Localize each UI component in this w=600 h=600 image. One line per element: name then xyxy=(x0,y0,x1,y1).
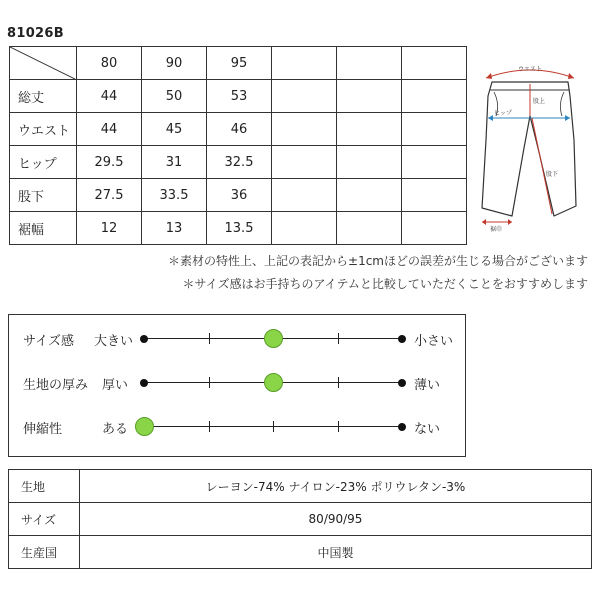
hem-arrow-left xyxy=(482,219,486,225)
scale-endpoint xyxy=(398,379,406,387)
scale-tick xyxy=(209,377,210,388)
size-cell xyxy=(337,146,402,179)
size-column-header: 90 xyxy=(142,47,207,80)
size-cell xyxy=(337,179,402,212)
scale-endpoint xyxy=(140,379,148,387)
scale-tick xyxy=(209,421,210,432)
hem-label: 裾巾 xyxy=(490,226,503,233)
size-row-label: 裾幅 xyxy=(10,212,77,245)
size-header-row xyxy=(10,47,467,80)
spec-row-fabric xyxy=(9,470,592,503)
scale-tick xyxy=(338,421,339,432)
scale-marker xyxy=(135,417,154,436)
size-column-header: 80 xyxy=(77,47,142,80)
size-row-waist xyxy=(10,113,467,146)
size-row-inseam xyxy=(10,179,467,212)
feel-label: 伸縮性 xyxy=(23,422,63,437)
size-cell: 44 xyxy=(77,113,142,146)
feel-left-text: 厚い xyxy=(102,378,129,393)
scale-marker xyxy=(264,373,283,392)
size-cell xyxy=(402,113,467,146)
feel-left-text: 大きい xyxy=(94,334,134,349)
spec-label: サイズ xyxy=(9,503,80,536)
spec-row-size xyxy=(9,503,592,536)
pants-measurement-diagram xyxy=(470,56,592,236)
size-table-corner xyxy=(10,47,77,80)
size-column-header xyxy=(402,47,467,80)
size-cell: 29.5 xyxy=(77,146,142,179)
scale-endpoint xyxy=(398,423,406,431)
scale-marker xyxy=(264,329,283,348)
spec-label: 生地 xyxy=(9,470,80,503)
rise-label: 股上 xyxy=(533,98,546,105)
feel-right-text: ない xyxy=(414,422,441,437)
scale-endpoint xyxy=(398,335,406,343)
size-cell xyxy=(337,212,402,245)
size-cell xyxy=(402,212,467,245)
size-row-label: ヒップ xyxy=(10,146,77,179)
size-row-hem-width xyxy=(10,212,467,245)
feel-row-stretch xyxy=(9,416,465,436)
size-cell xyxy=(337,113,402,146)
size-cell xyxy=(402,80,467,113)
waist-arrow-right xyxy=(568,73,574,79)
size-cell: 12 xyxy=(77,212,142,245)
size-cell: 32.5 xyxy=(207,146,272,179)
diagonal-divider xyxy=(10,47,77,80)
size-column-header xyxy=(272,47,337,80)
size-row-label: ウエスト xyxy=(10,113,77,146)
hem-arrow-right xyxy=(508,219,512,225)
note-measurement-error: ＊素材の特性上、上記の表記から±1cmほどの誤差が生じる場合がございます xyxy=(168,254,588,268)
size-cell xyxy=(402,146,467,179)
scale-tick xyxy=(273,421,274,432)
size-cell: 13 xyxy=(142,212,207,245)
feel-scale-track xyxy=(144,426,402,427)
size-cell xyxy=(272,113,337,146)
note-size-comparison: ＊サイズ感はお手持ちのアイテムと比較していただくことをおすすめします xyxy=(182,277,588,291)
scale-tick xyxy=(338,333,339,344)
feel-scale-track xyxy=(144,382,402,383)
feel-row-thickness xyxy=(9,372,465,392)
pants-outline xyxy=(482,82,576,216)
size-cell: 46 xyxy=(207,113,272,146)
feel-right-text: 小さい xyxy=(414,334,454,349)
size-cell: 44 xyxy=(77,80,142,113)
feel-label: 生地の厚み xyxy=(23,378,89,393)
size-table xyxy=(9,46,467,245)
size-cell: 53 xyxy=(207,80,272,113)
size-cell xyxy=(272,179,337,212)
size-cell: 31 xyxy=(142,146,207,179)
product-code: 81026B xyxy=(7,26,64,41)
spec-value: 中国製 xyxy=(80,536,592,569)
inseam-label: 股下 xyxy=(546,171,559,178)
size-cell xyxy=(272,146,337,179)
feel-right-text: 薄い xyxy=(414,378,441,393)
size-cell xyxy=(272,212,337,245)
size-column-header: 95 xyxy=(207,47,272,80)
feel-scale-panel xyxy=(8,314,466,457)
size-cell: 33.5 xyxy=(142,179,207,212)
size-row-label: 総丈 xyxy=(10,80,77,113)
feel-row-size xyxy=(9,328,465,348)
spec-label: 生産国 xyxy=(9,536,80,569)
size-cell: 36 xyxy=(207,179,272,212)
spec-value: 80/90/95 xyxy=(80,503,592,536)
size-cell: 50 xyxy=(142,80,207,113)
feel-scale-track xyxy=(144,338,402,339)
spec-row-origin xyxy=(9,536,592,569)
feel-label: サイズ感 xyxy=(23,334,74,349)
size-column-header xyxy=(337,47,402,80)
scale-tick xyxy=(209,333,210,344)
size-cell xyxy=(272,80,337,113)
size-row-hip xyxy=(10,146,467,179)
waist-label: ウエスト xyxy=(517,66,543,73)
size-cell: 13.5 xyxy=(207,212,272,245)
scale-endpoint xyxy=(140,335,148,343)
size-cell xyxy=(337,80,402,113)
scale-tick xyxy=(338,377,339,388)
waist-arrow-left xyxy=(486,73,492,79)
size-row-total-length xyxy=(10,80,467,113)
size-cell: 27.5 xyxy=(77,179,142,212)
feel-left-text: ある xyxy=(102,422,129,437)
size-cell: 45 xyxy=(142,113,207,146)
size-cell xyxy=(402,179,467,212)
spec-value: レーヨン-74% ナイロン-23% ポリウレタン-3% xyxy=(80,470,592,503)
hip-label: ヒップ xyxy=(494,110,512,117)
spec-table xyxy=(8,469,592,569)
size-row-label: 股下 xyxy=(10,179,77,212)
